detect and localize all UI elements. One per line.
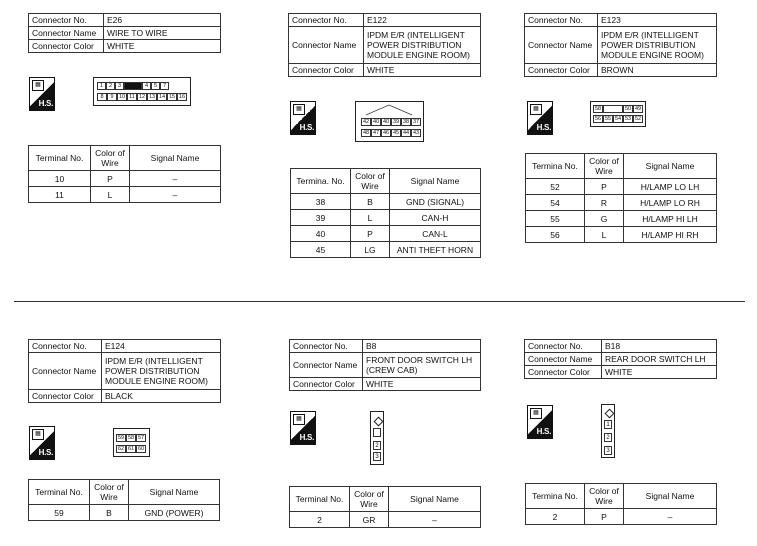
pin: 43 <box>412 130 420 136</box>
wire-color-cell: L <box>351 210 390 226</box>
connector-e122-diagram <box>355 101 424 142</box>
pin: 61 <box>127 446 135 452</box>
connector-color-value: BLACK <box>102 390 221 403</box>
wire-color-cell: LG <box>351 242 390 258</box>
pin: 16 <box>178 94 186 100</box>
pin: 39 <box>392 119 400 125</box>
label-connector-name: Connector Name <box>525 27 598 64</box>
table-row <box>526 211 717 227</box>
label-connector-color: Connector Color <box>289 64 364 77</box>
connector-no-value: B18 <box>602 340 717 353</box>
pin-blank <box>603 105 623 113</box>
wire-color-cell: L <box>91 187 130 203</box>
pin: 13 <box>148 94 156 100</box>
pin: 56 <box>594 116 602 122</box>
terminal-cell: 54 <box>526 195 585 211</box>
pin: 9 <box>107 93 117 101</box>
connector-name-value: FRONT DOOR SWITCH LH (CREW CAB) <box>363 353 481 378</box>
label-connector-color: Connector Color <box>525 64 598 77</box>
connector-color-value: WHITE <box>364 64 481 77</box>
harness-side-icon: ▦ <box>530 408 542 419</box>
pin: 3 <box>604 446 612 455</box>
pin: 57 <box>137 435 145 441</box>
label-connector-no: Connector No. <box>29 14 104 27</box>
hs-label: H.S. <box>38 448 53 457</box>
pin: 52 <box>634 116 642 122</box>
header-terminal-no: Termina No. <box>526 484 585 509</box>
connector-name-value: REAR DOOR SWITCH LH <box>602 353 717 366</box>
pin: 12 <box>138 94 146 100</box>
hs-icon <box>29 77 55 111</box>
wire-color-cell: P <box>91 171 130 187</box>
pin: 55 <box>604 116 612 122</box>
pin: 60 <box>137 446 145 452</box>
terminal-cell: 59 <box>29 505 90 521</box>
pin: 45 <box>392 130 400 136</box>
table-row <box>290 512 481 528</box>
pin: 2 <box>373 441 381 450</box>
pin: 14 <box>158 94 166 100</box>
signal-cell: CAN-H <box>390 210 481 226</box>
label-connector-color: Connector Color <box>29 40 104 53</box>
label-connector-name: Connector Name <box>29 353 102 390</box>
pin: 11 <box>127 93 137 101</box>
pin: 7 <box>160 82 169 90</box>
connector-no-value: E26 <box>104 14 221 27</box>
header-color-of-wire: Color of Wire <box>91 146 130 171</box>
terminal-cell: 2 <box>290 512 350 528</box>
label-connector-color: Connector Color <box>525 366 602 379</box>
table-row <box>526 179 717 195</box>
wire-color-cell: B <box>351 194 390 210</box>
pin: 3 <box>115 82 124 90</box>
header-signal-name: Signal Name <box>624 154 717 179</box>
label-connector-no: Connector No. <box>289 14 364 27</box>
pin: 2 <box>604 433 612 442</box>
header-terminal-no: Terminal No. <box>290 487 350 512</box>
pin: 40 <box>382 119 390 125</box>
section-divider <box>14 301 745 302</box>
hs-icon <box>527 101 553 135</box>
signal-cell: H/LAMP LO RH <box>624 195 717 211</box>
terminal-cell: 2 <box>526 509 585 525</box>
connector-e26-terminals <box>28 145 221 203</box>
pin: 1 <box>604 420 612 429</box>
latch-icon <box>604 409 614 419</box>
connector-no-value: B8 <box>363 340 481 353</box>
label-connector-no: Connector No. <box>290 340 363 353</box>
pin: 49 <box>634 106 642 112</box>
connector-e122-terminals <box>290 168 481 258</box>
header-color-of-wire: Color of Wire <box>350 487 389 512</box>
connector-name-value: IPDM E/R (INTELLIGENT POWER DISTRIBUTION MODULE ENGINE ROOM) <box>364 27 481 64</box>
pin: 3 <box>373 452 381 461</box>
pin: 38 <box>402 119 410 125</box>
terminal-cell: 39 <box>291 210 351 226</box>
pin: 59 <box>117 435 125 441</box>
signal-cell: – <box>130 171 221 187</box>
pin: 40 <box>372 119 380 125</box>
signal-cell: H/LAMP HI LH <box>624 211 717 227</box>
hs-icon <box>290 411 316 445</box>
pin: 8 <box>97 93 107 101</box>
table-row <box>291 226 481 242</box>
signal-cell: H/LAMP HI RH <box>624 227 717 243</box>
signal-cell: H/LAMP LO LH <box>624 179 717 195</box>
wire-color-cell: P <box>351 226 390 242</box>
label-connector-name: Connector Name <box>290 353 363 378</box>
header-terminal-no: Termina. No. <box>291 169 351 194</box>
signal-cell: GND (SIGNAL) <box>390 194 481 210</box>
header-signal-name: Signal Name <box>390 169 481 194</box>
connector-b18-diagram <box>601 404 615 458</box>
label-connector-name: Connector Name <box>525 353 602 366</box>
connector-b18-info <box>524 339 717 379</box>
pin: 58 <box>594 106 602 112</box>
header-color-of-wire: Color of Wire <box>351 169 390 194</box>
label-connector-name: Connector Name <box>289 27 364 64</box>
connector-b8-terminals <box>289 486 481 528</box>
hs-label: H.S. <box>299 433 314 442</box>
wire-color-cell: GR <box>350 512 389 528</box>
header-terminal-no: Terminal No. <box>29 146 91 171</box>
connector-e124-terminals <box>28 479 220 521</box>
header-color-of-wire: Color of Wire <box>585 484 624 509</box>
header-signal-name: Signal Name <box>130 146 221 171</box>
connector-color-value: WHITE <box>602 366 717 379</box>
table-row <box>526 509 717 525</box>
connector-color-value: WHITE <box>363 378 481 391</box>
signal-cell: – <box>624 509 717 525</box>
connector-e123-diagram <box>590 101 646 127</box>
pin: 2 <box>106 82 115 90</box>
terminal-cell: 55 <box>526 211 585 227</box>
label-connector-no: Connector No. <box>525 14 598 27</box>
pin: 37 <box>412 119 420 125</box>
hs-label: H.S. <box>38 99 53 108</box>
connector-no-value: E122 <box>364 14 481 27</box>
header-signal-name: Signal Name <box>129 480 220 505</box>
pin: 46 <box>382 130 390 136</box>
pin: 48 <box>362 130 370 136</box>
pin: 44 <box>402 130 410 136</box>
table-row <box>291 194 481 210</box>
pin: 1 <box>97 82 106 90</box>
connector-e122-info <box>288 13 481 77</box>
table-row <box>29 505 220 521</box>
harness-side-icon: ▦ <box>32 80 44 91</box>
label-connector-color: Connector Color <box>290 378 363 391</box>
wire-color-cell: L <box>585 227 624 243</box>
latch-icon <box>373 417 383 427</box>
connector-e123-terminals <box>525 153 717 243</box>
wire-color-cell: R <box>585 195 624 211</box>
hs-label: H.S. <box>536 427 551 436</box>
header-terminal-no: Termina No. <box>526 154 585 179</box>
signal-cell: CAN-L <box>390 226 481 242</box>
wire-color-cell: G <box>585 211 624 227</box>
connector-b8-info <box>289 339 481 391</box>
table-row <box>29 171 221 187</box>
header-signal-name: Signal Name <box>389 487 481 512</box>
label-connector-no: Connector No. <box>525 340 602 353</box>
connector-name-value: IPDM E/R (INTELLIGENT POWER DISTRIBUTION MODULE ENGINE ROOM) <box>598 27 717 64</box>
wire-color-cell: B <box>90 505 129 521</box>
connector-no-value: E124 <box>102 340 221 353</box>
connector-e124-diagram <box>113 428 150 457</box>
table-row <box>29 187 221 203</box>
terminal-cell: 38 <box>291 194 351 210</box>
terminal-cell: 52 <box>526 179 585 195</box>
label-connector-color: Connector Color <box>29 390 102 403</box>
table-row <box>291 210 481 226</box>
connector-color-value: WHITE <box>104 40 221 53</box>
hs-icon <box>29 426 55 460</box>
connector-e26-diagram <box>93 77 191 106</box>
connector-e123-info <box>524 13 717 77</box>
pin: 58 <box>127 435 135 441</box>
connector-no-value: E123 <box>598 14 717 27</box>
harness-side-icon: ▦ <box>32 429 44 440</box>
signal-cell: – <box>389 512 481 528</box>
pin: 47 <box>372 130 380 136</box>
header-terminal-no: Terminal No. <box>29 480 90 505</box>
pin: 15 <box>168 94 176 100</box>
terminal-cell: 11 <box>29 187 91 203</box>
connector-name-value: WIRE TO WIRE <box>104 27 221 40</box>
pin: 54 <box>614 116 622 122</box>
pin: 10 <box>118 94 126 100</box>
terminal-cell: 56 <box>526 227 585 243</box>
wire-color-cell: P <box>585 509 624 525</box>
connector-b18-terminals <box>525 483 717 525</box>
hs-icon <box>290 101 316 135</box>
hs-label: H.S. <box>536 123 551 132</box>
table-row <box>526 195 717 211</box>
pin: 62 <box>117 446 125 452</box>
label-connector-name: Connector Name <box>29 27 104 40</box>
header-signal-name: Signal Name <box>624 484 717 509</box>
table-row <box>291 242 481 258</box>
header-color-of-wire: Color of Wire <box>90 480 129 505</box>
pin: 53 <box>624 116 632 122</box>
hs-label: H.S. <box>299 123 314 132</box>
signal-cell: – <box>130 187 221 203</box>
latch-icon <box>356 102 423 116</box>
pin-blank <box>124 82 142 90</box>
connector-name-value: IPDM E/R (INTELLIGENT POWER DISTRIBUTION MODULE ENGINE ROOM) <box>102 353 221 390</box>
pin: 50 <box>624 106 632 112</box>
pin: 5 <box>151 82 160 90</box>
signal-cell: GND (POWER) <box>129 505 220 521</box>
connector-e26-info <box>28 13 221 53</box>
wire-color-cell: P <box>585 179 624 195</box>
connector-e124-info <box>28 339 221 403</box>
connector-b8-diagram <box>370 411 384 465</box>
pin-blank <box>373 428 381 437</box>
pin: 42 <box>362 119 370 125</box>
harness-side-icon: ▦ <box>293 414 305 425</box>
terminal-cell: 40 <box>291 226 351 242</box>
pin: 4 <box>142 82 151 90</box>
harness-side-icon: ▦ <box>530 104 542 115</box>
label-connector-no: Connector No. <box>29 340 102 353</box>
signal-cell: ANTI THEFT HORN <box>390 242 481 258</box>
terminal-cell: 45 <box>291 242 351 258</box>
connector-color-value: BROWN <box>598 64 717 77</box>
hs-icon <box>527 405 553 439</box>
header-color-of-wire: Color of Wire <box>585 154 624 179</box>
harness-side-icon: ▦ <box>293 104 305 115</box>
table-row <box>526 227 717 243</box>
terminal-cell: 10 <box>29 171 91 187</box>
